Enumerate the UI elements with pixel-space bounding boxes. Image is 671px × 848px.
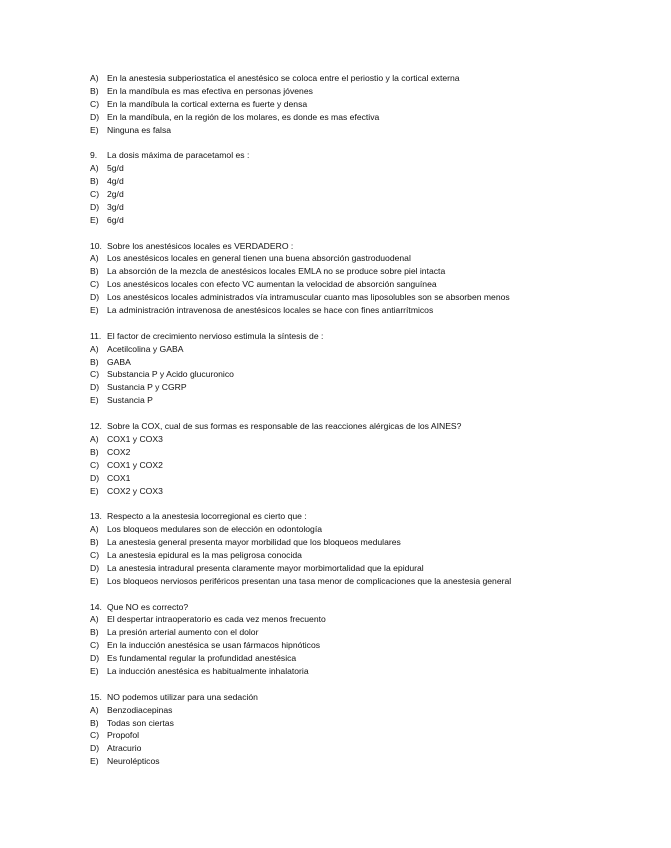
option-label: A) bbox=[90, 524, 99, 535]
question-stem bbox=[90, 601, 590, 614]
question-9 bbox=[90, 149, 590, 226]
option-text: COX2 bbox=[107, 446, 131, 457]
question-number: 15. bbox=[90, 691, 102, 702]
document-content bbox=[90, 72, 590, 768]
option bbox=[90, 368, 590, 381]
option-text: En la mandíbula, en la región de los molares, es donde es mas efectiva bbox=[107, 111, 380, 122]
option-label: C) bbox=[90, 640, 100, 651]
option-text: La absorción de la mezcla de anestésicos locales EMLA no se produce sobre piel intacta bbox=[107, 266, 446, 277]
option-label: B) bbox=[90, 717, 99, 728]
option-text: La presión arterial aumento con el dolor bbox=[107, 627, 259, 638]
option-label: B) bbox=[90, 627, 99, 638]
option bbox=[90, 381, 590, 394]
question-number: 14. bbox=[90, 601, 102, 612]
option bbox=[90, 111, 590, 124]
option-label: E) bbox=[90, 124, 99, 135]
option-text: Los anestésicos locales con efecto VC aumentan la velocidad de absorción sanguínea bbox=[107, 279, 437, 290]
question-10 bbox=[90, 240, 590, 317]
question-stem bbox=[90, 691, 590, 704]
question-text: NO podemos utilizar para una sedación bbox=[107, 691, 258, 702]
question-stem bbox=[90, 420, 590, 433]
option-text: Los bloqueos nerviosos periféricos presentan una tasa menor de complicaciones que la anestesia general bbox=[107, 575, 512, 586]
option-label: D) bbox=[90, 382, 100, 393]
option-text: Sustancia P y CGRP bbox=[107, 382, 187, 393]
option bbox=[90, 214, 590, 227]
question-number: 10. bbox=[90, 240, 102, 251]
question-text: La dosis máxima de paracetamol es : bbox=[107, 150, 250, 161]
option bbox=[90, 265, 590, 278]
option-label: A) bbox=[90, 163, 99, 174]
option-label: A) bbox=[90, 704, 99, 715]
option bbox=[90, 652, 590, 665]
option-text: Los anestésicos locales administrados vía intramuscular cuanto mas liposolubles son se absorben menos bbox=[107, 292, 510, 303]
option-label: E) bbox=[90, 665, 99, 676]
option-text: 5g/d bbox=[107, 163, 124, 174]
option-text: COX1 bbox=[107, 472, 131, 483]
option-label: E) bbox=[90, 485, 99, 496]
option-text: 4g/d bbox=[107, 176, 124, 187]
option-text: 6g/d bbox=[107, 214, 124, 225]
option-label: C) bbox=[90, 369, 100, 380]
option bbox=[90, 394, 590, 407]
option-text: GABA bbox=[107, 356, 131, 367]
question-number: 9. bbox=[90, 150, 98, 161]
option bbox=[90, 704, 590, 717]
option-label: B) bbox=[90, 266, 99, 277]
question-text: Sobre la COX, cual de sus formas es responsable de las reacciones alérgicas de los AINES? bbox=[107, 421, 462, 432]
option bbox=[90, 485, 590, 498]
option bbox=[90, 188, 590, 201]
option bbox=[90, 575, 590, 588]
option-text: COX1 y COX2 bbox=[107, 459, 163, 470]
option-label: A) bbox=[90, 253, 99, 264]
option-text: 3g/d bbox=[107, 201, 124, 212]
option-label: D) bbox=[90, 653, 100, 664]
option-label: A) bbox=[90, 614, 99, 625]
option-text: En la mandíbula la cortical externa es fuerte y densa bbox=[107, 98, 308, 109]
question-13 bbox=[90, 510, 590, 587]
option bbox=[90, 755, 590, 768]
option-label: C) bbox=[90, 730, 100, 741]
option-text: Ninguna es falsa bbox=[107, 124, 172, 135]
option-label: D) bbox=[90, 201, 100, 212]
option-text: Los bloqueos medulares son de elección en odontología bbox=[107, 524, 322, 535]
option bbox=[90, 124, 590, 137]
option-text: En la mandíbula es mas efectiva en personas jóvenes bbox=[107, 85, 313, 96]
option-text: Benzodiacepinas bbox=[107, 704, 173, 715]
option-text: 2g/d bbox=[107, 189, 124, 200]
option-label: B) bbox=[90, 446, 99, 457]
option bbox=[90, 85, 590, 98]
option bbox=[90, 98, 590, 111]
option-label: D) bbox=[90, 562, 100, 573]
lead-option-list bbox=[90, 72, 590, 136]
option bbox=[90, 356, 590, 369]
question-stem bbox=[90, 330, 590, 343]
option bbox=[90, 472, 590, 485]
option-label: B) bbox=[90, 537, 99, 548]
option bbox=[90, 613, 590, 626]
question-number: 13. bbox=[90, 511, 102, 522]
option-label: A) bbox=[90, 73, 99, 83]
option-label: E) bbox=[90, 214, 99, 225]
option bbox=[90, 72, 590, 85]
option-label: A) bbox=[90, 433, 99, 444]
option bbox=[90, 549, 590, 562]
option-label: B) bbox=[90, 176, 99, 187]
option bbox=[90, 729, 590, 742]
option bbox=[90, 291, 590, 304]
option-label: D) bbox=[90, 292, 100, 303]
option-text: Atracurio bbox=[107, 743, 142, 754]
option-text: La anestesia intradural presenta claramente mayor morbimortalidad que la epidural bbox=[107, 562, 424, 573]
question-text: Sobre los anestésicos locales es VERDADERO : bbox=[107, 240, 294, 251]
question-stem bbox=[90, 149, 590, 162]
option bbox=[90, 459, 590, 472]
question-number: 12. bbox=[90, 421, 102, 432]
option-text: Sustancia P bbox=[107, 395, 153, 406]
question-14 bbox=[90, 601, 590, 678]
option bbox=[90, 278, 590, 291]
option-text: Todas son ciertas bbox=[107, 717, 174, 728]
option bbox=[90, 536, 590, 549]
option bbox=[90, 446, 590, 459]
option bbox=[90, 343, 590, 356]
option-text: Substancia P y Acido glucuronico bbox=[107, 369, 234, 380]
option bbox=[90, 742, 590, 755]
option-text: COX1 y COX3 bbox=[107, 433, 163, 444]
option bbox=[90, 665, 590, 678]
option-label: D) bbox=[90, 111, 100, 122]
option bbox=[90, 523, 590, 536]
option-label: C) bbox=[90, 549, 100, 560]
option bbox=[90, 175, 590, 188]
option-text: Acetilcolina y GABA bbox=[107, 343, 184, 354]
option bbox=[90, 304, 590, 317]
option-label: E) bbox=[90, 756, 99, 767]
question-12 bbox=[90, 420, 590, 497]
question-15 bbox=[90, 691, 590, 768]
question-text: Que NO es correcto? bbox=[107, 601, 189, 612]
option bbox=[90, 626, 590, 639]
option-text: En la inducción anestésica se usan fármacos hipnóticos bbox=[107, 640, 321, 651]
option-text: COX2 y COX3 bbox=[107, 485, 163, 496]
option bbox=[90, 162, 590, 175]
option-label: D) bbox=[90, 743, 100, 754]
question-stem bbox=[90, 240, 590, 253]
question-text: Respecto a la anestesia locorregional es cierto que : bbox=[107, 511, 307, 522]
option-label: D) bbox=[90, 472, 100, 483]
question-text: El factor de crecimiento nervioso estimula la síntesis de : bbox=[107, 330, 324, 341]
option bbox=[90, 433, 590, 446]
option-label: C) bbox=[90, 459, 100, 470]
question-number: 11. bbox=[90, 330, 102, 341]
option-label: C) bbox=[90, 189, 100, 200]
option-text: La anestesia epidural es la mas peligrosa conocida bbox=[107, 549, 302, 560]
option bbox=[90, 252, 590, 265]
option-label: E) bbox=[90, 395, 99, 406]
option-label: C) bbox=[90, 279, 100, 290]
question-11 bbox=[90, 330, 590, 407]
option bbox=[90, 201, 590, 214]
option bbox=[90, 717, 590, 730]
option-text: Es fundamental regular la profundidad anestésica bbox=[107, 653, 297, 664]
option bbox=[90, 562, 590, 575]
option-text: Los anestésicos locales en general tienen una buena absorción gastroduodenal bbox=[107, 253, 411, 264]
option-text: La inducción anestésica es habitualmente inhalatoria bbox=[107, 665, 309, 676]
option-text: Neurolépticos bbox=[107, 756, 160, 767]
option-label: E) bbox=[90, 575, 99, 586]
option-text: La administración intravenosa de anestésicos locales se hace con fines antiarrítmicos bbox=[107, 305, 434, 316]
option-label: E) bbox=[90, 305, 99, 316]
option-label: A) bbox=[90, 343, 99, 354]
option-label: B) bbox=[90, 356, 99, 367]
option-label: B) bbox=[90, 85, 99, 96]
option bbox=[90, 639, 590, 652]
question-stem bbox=[90, 510, 590, 523]
option-text: Propofol bbox=[107, 730, 140, 741]
option-text: El despertar intraoperatorio es cada vez menos frecuento bbox=[107, 614, 326, 625]
option-text: En la anestesia subperiostatica el anestésico se coloca entre el periostio y la cortical externa bbox=[107, 73, 460, 83]
option-text: La anestesia general presenta mayor morbilidad que los bloqueos medulares bbox=[107, 537, 401, 548]
option-label: C) bbox=[90, 98, 100, 109]
